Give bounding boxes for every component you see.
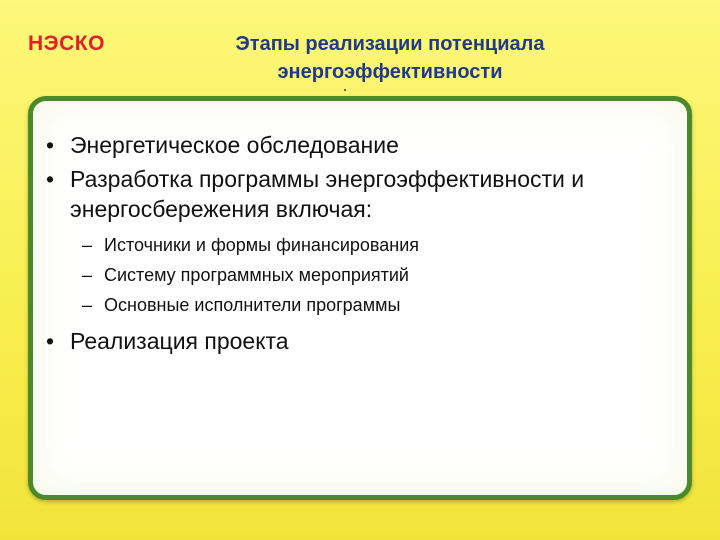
bullet-list xyxy=(40,130,690,360)
sub-bullet-item: – Источники и формы финансирования xyxy=(74,230,690,260)
slide-title xyxy=(140,30,640,86)
bullet-item: • Разработка программы энергоэффективности и энергосбережения включая: xyxy=(40,164,690,224)
bullet-item: • Энергетическое обследование xyxy=(40,130,690,160)
decorative-dot xyxy=(344,89,346,91)
bullet-item: • Реализация проекта xyxy=(40,326,690,356)
slide-title-line-2: энергоэффективности xyxy=(277,61,503,83)
sub-bullet-list xyxy=(74,230,690,320)
sub-bullet-item: – Основные исполнители программы xyxy=(74,290,690,320)
sub-bullet-item: – Систему программных мероприятий xyxy=(74,260,690,290)
slide-title-line-1: Этапы реализации потенциала xyxy=(235,33,545,55)
company-logo: НЭСКО xyxy=(28,32,105,55)
